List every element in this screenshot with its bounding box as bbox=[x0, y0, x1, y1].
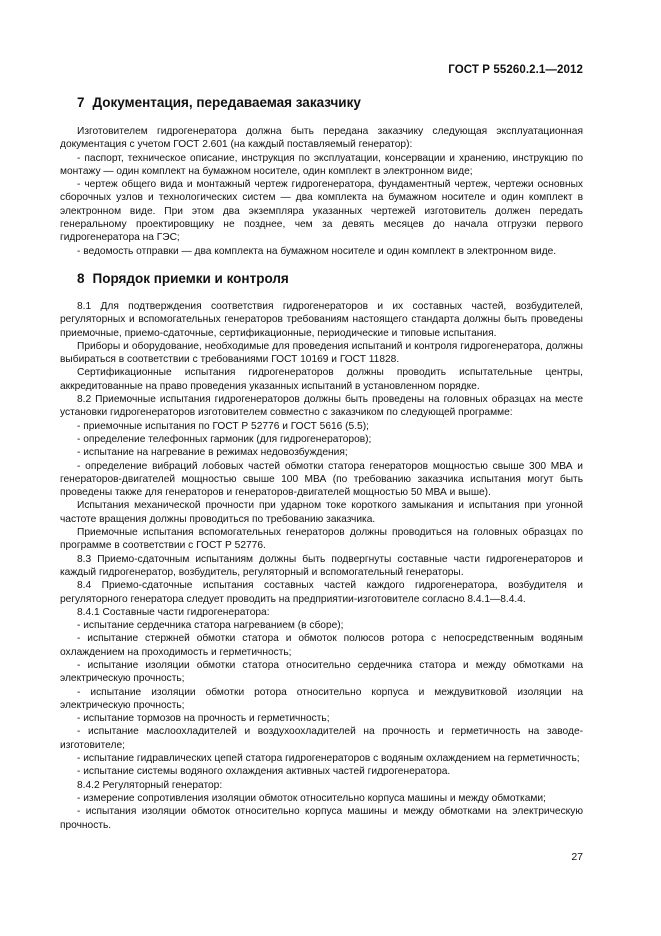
section-8-heading bbox=[60, 270, 583, 288]
paragraph: Испытания механической прочности при ударном токе короткого замыкания и испытания при угонной частоте вращения должны проводиться по требованию заказчика. bbox=[60, 500, 583, 525]
list-item: - определение телефонных гармоник (для гидрогенераторов); bbox=[77, 433, 372, 445]
paragraph: 8.4 Приемо-сдаточные испытания составных частей каждого гидрогенератора, возбудителя и регуляторного генератора следует проводить на предприятии-изготовителе согласно 8.4.1—8.4.4. bbox=[60, 580, 583, 605]
list-item: - ведомость отправки — два комплекта на бумажном носителе и один комплект в электронном виде. bbox=[77, 245, 557, 257]
section-7-body bbox=[60, 125, 583, 258]
list-item: - испытание изоляции обмотки ротора относительно корпуса и междувитковой изоляции на электрическую прочность; bbox=[60, 686, 583, 711]
paragraph: 8.2 Приемочные испытания гидрогенераторов должны быть проведены на головных образцах на месте установки гидрогенераторов изготовителем совместно с заказчиком по следующей программе: bbox=[60, 394, 583, 419]
list-item: - испытание сердечника статора нагреванием (в сборе); bbox=[77, 620, 344, 632]
list-item: - испытание маслоохладителей и воздухоохладителей на прочность и герметичность на заводе-изготовителе; bbox=[60, 726, 583, 751]
paragraph: Приборы и оборудование, необходимые для проведения испытаний и контроля гидрогенератора, должны выбираться в соответствии с требованиями ГОСТ 10169 и ГОСТ 11828. bbox=[60, 340, 583, 366]
list-item: - испытание тормозов на прочность и герметичность; bbox=[77, 713, 330, 725]
list-item: - испытание гидравлических цепей статора гидрогенераторов с водяным охлаждением на герметичность; bbox=[77, 753, 580, 765]
paragraph: 8.3 Приемо-сдаточным испытаниям должны быть подвергнуты составные части гидрогенераторов и каждый гидрогенератор, возбудитель, регуляторный и вспомогательный генераторы. bbox=[60, 553, 583, 578]
list-item: - чертеж общего вида и монтажный чертеж гидрогенератора, фундаментный чертеж, чертежи основных сборочных узлов и технологических систем — два комплекта на бумажном носителе и один комплект в электронном виде. При этом два экземпляра указанных чертежей изготовитель должен передать генеральному проектировщику не позднее, чем за девять месяцев до начала отгрузки первого гидрогенератора на ГЭС; bbox=[60, 179, 583, 244]
section-7-heading bbox=[60, 94, 583, 112]
list-item: - испытания изоляции обмоток относительно корпуса машины и между обмотками на электрическую прочность. bbox=[60, 806, 583, 831]
list-item: - паспорт, техническое описание, инструкция по эксплуатации, консервации и хранению, инструкцию по монтажу — один комплект на бумажном носителе, один комплект в электронном виде; bbox=[60, 152, 583, 177]
subsection-heading: 8.4.1 Составные части гидрогенератора: bbox=[77, 606, 270, 618]
list-item: - испытание изоляции обмотки статора относительно сердечника статора и между обмотками на электрическую прочность; bbox=[60, 659, 583, 685]
section-title: Документация, передаваемая заказчику bbox=[92, 95, 361, 110]
page-number: 27 bbox=[571, 851, 583, 863]
paragraph: 8.1 Для подтверждения соответствия гидрогенераторов и их составных частей, возбудителей, регуляторных и вспомогательных генераторов требованиям настоящего стандарта должны быть проведены приемочные, приемо-сдаточные, сертификационные, периодические и типовые испытания. bbox=[60, 300, 583, 339]
paragraph: Изготовителем гидрогенератора должна быть передана заказчику следующая эксплуатационная документация с учетом ГОСТ 2.601 (на каждый поставляемый генератор): bbox=[60, 126, 583, 151]
list-item: - испытание стержней обмотки статора и обмоток полюсов ротора с непосредственным водяным охлаждением на проходимость и герметичность; bbox=[60, 633, 583, 658]
paragraph: Приемочные испытания вспомогательных генераторов должны проводиться на головных образцах по программе в соответствии с ГОСТ Р 52776. bbox=[60, 527, 583, 552]
section-8-body bbox=[60, 300, 583, 832]
section-number: 8 bbox=[77, 270, 85, 286]
section-number: 7 bbox=[77, 95, 85, 110]
list-item: - испытание на нагревание в режимах недовозбуждения; bbox=[77, 447, 348, 459]
standard-code: ГОСТ Р 55260.2.1—2012 bbox=[448, 64, 583, 76]
list-item: - измерение сопротивления изоляции обмоток относительно корпуса машины и между обмотками; bbox=[77, 792, 546, 804]
paragraph: Сертификационные испытания гидрогенераторов должны проводить испытательные центры, аккредитованные на право проведения указанных испытаний в установленном порядке. bbox=[60, 367, 583, 392]
page-content bbox=[60, 94, 583, 832]
section-title: Порядок приемки и контроля bbox=[92, 270, 289, 286]
subsection-heading: 8.4.2 Регуляторный генератор: bbox=[77, 779, 223, 791]
list-item: - приемочные испытания по ГОСТ Р 52776 и ГОСТ 5616 (5.5); bbox=[77, 420, 369, 432]
list-item: - испытание системы водяного охлаждения активных частей гидрогенератора. bbox=[77, 766, 451, 778]
list-item: - определение вибраций лобовых частей обмотки статора генераторов мощностью свыше 300 МВА и генераторов-двигателей мощностью свыше 100 МВА (по требованию заказчика испытания могут быть проведены также для генераторов и генераторов-двигателей мощностью 50 МВА и выше). bbox=[60, 460, 583, 499]
